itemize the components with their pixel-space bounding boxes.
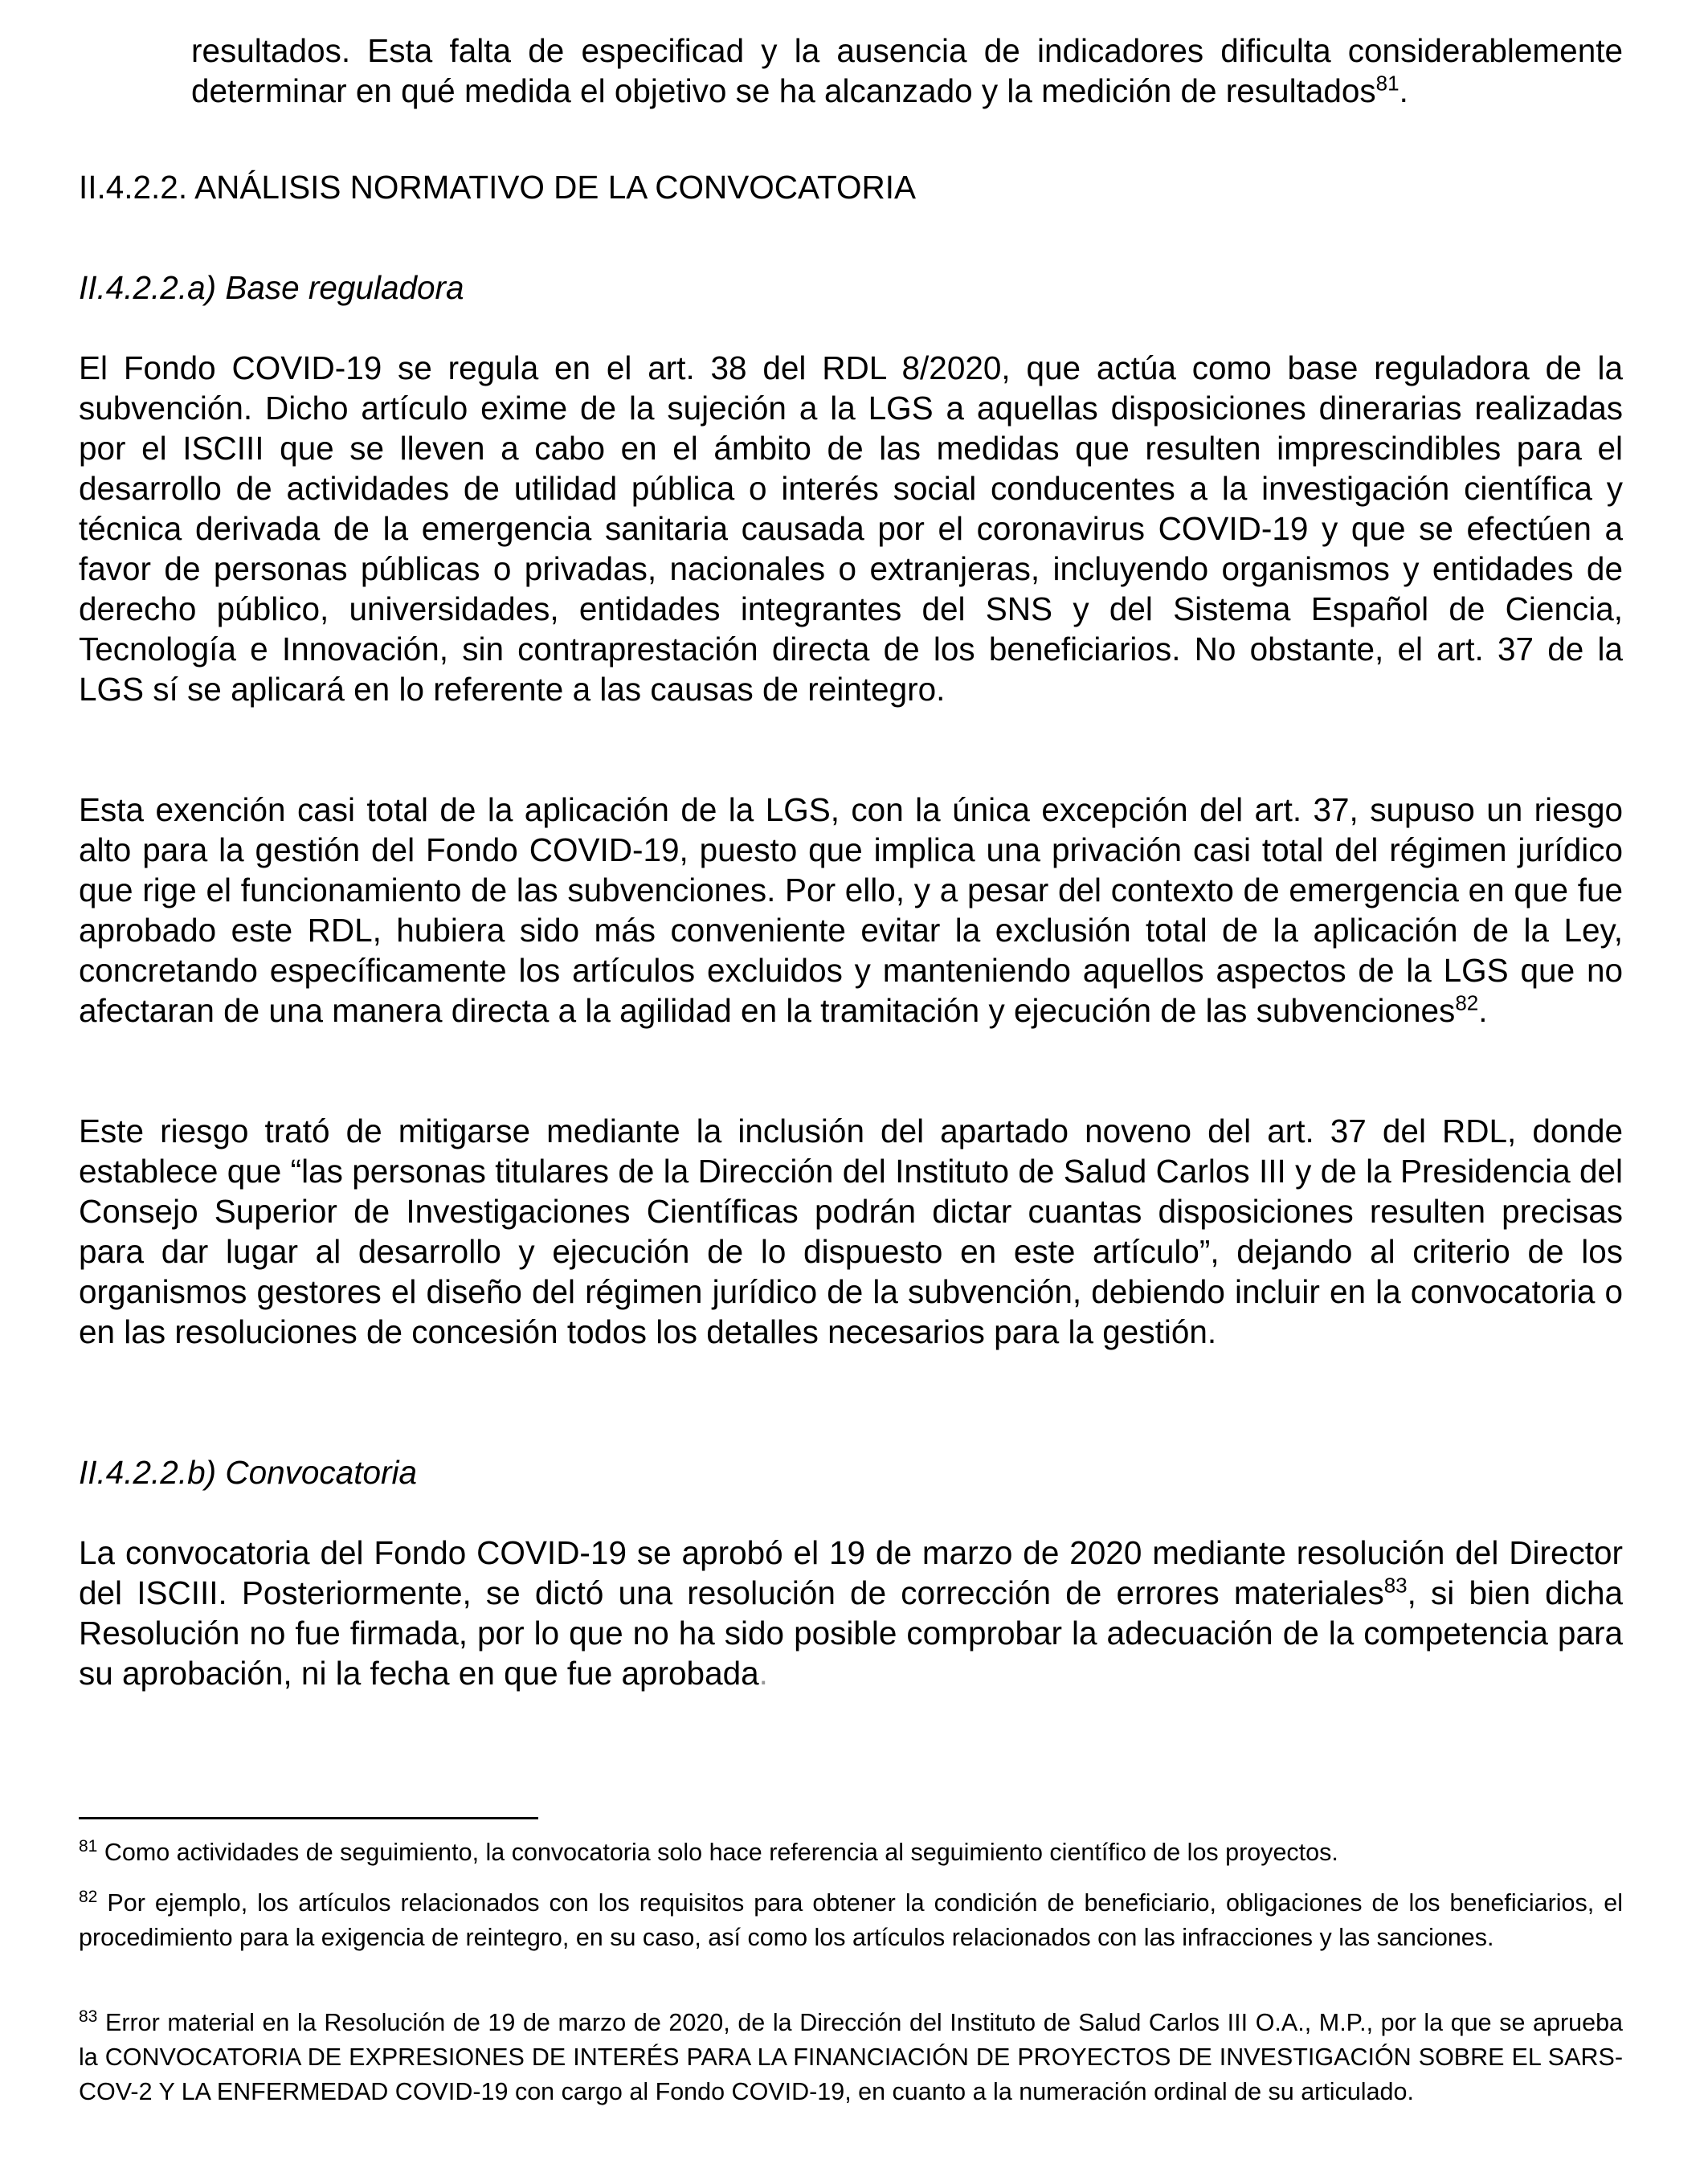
- footnote-ref-82[interactable]: 82: [1455, 990, 1479, 1015]
- footnote-81: [79, 1835, 1623, 1870]
- footnote-ref-83[interactable]: 83: [1383, 1573, 1408, 1598]
- footnote-number: 82: [79, 1887, 98, 1906]
- footnote-number: 81: [79, 1836, 98, 1856]
- footnote-text: Por ejemplo, los artículos relacionados con los requisitos para obtener la condición de beneficiario, obligaciones de los beneficiarios, el procedimiento para la exigencia de reintegro, en su caso, así como los artículos relacionados con las infracciones y las sanciones.: [79, 1889, 1623, 1951]
- paragraph-convocatoria: [79, 1533, 1623, 1693]
- footnote-82: [79, 1886, 1623, 1955]
- intro-paragraph: [191, 31, 1623, 111]
- paragraph-base-reguladora-2: [79, 790, 1623, 1031]
- subsection-a-heading: II.4.2.2.a) Base reguladora: [79, 269, 464, 306]
- intro-paragraph-end: .: [1399, 72, 1408, 109]
- footnote-text: Como actividades de seguimiento, la convocatoria solo hace referencia al seguimiento científico de los proyectos.: [97, 1839, 1338, 1866]
- paragraph-text-before-ref: La convocatoria del Fondo COVID-19 se aprobó el 19 de marzo de 2020 mediante resolución del Director del ISCIII. Posteriormente, se dictó una resolución de corrección de errores materiales: [79, 1534, 1623, 1611]
- paragraph-base-reguladora-3: Este riesgo trató de mitigarse mediante la inclusión del apartado noveno del art. 37 del RDL, donde establece que “las personas titulares de la Dirección del Instituto de Salud Carlos III y de la Presidencia del Consejo Superior de Investigaciones Científicas podrán dictar cuantas disposiciones resulten precisas para dar lugar al desarrollo y ejecución de lo dispuesto en este artículo”, dejando al criterio de los organismos gestores el diseño del régimen jurídico de la subvención, debiendo incluir en la convocatoria o en las resoluciones de concesión todos los detalles necesarios para la gestión.: [79, 1113, 1623, 1350]
- intro-paragraph-text: resultados. Esta falta de especificad y la ausencia de indicadores dificulta considerablemente determinar en qué medida el objetivo se ha alcanzado y la medición de resultados: [191, 32, 1623, 109]
- footnote-text: Error material en la Resolución de 19 de marzo de 2020, de la Dirección del Instituto de Salud Carlos III O.A., M.P., por la que se aprueba la CONVOCATORIA DE EXPRESIONES DE INTERÉS PARA LA FINANCIACIÓN DE PROYECTOS DE INVESTIGACIÓN SOBRE EL SARS-COV-2 Y LA ENFERMEDAD COVID-19 con cargo al Fondo COVID-19, en cuanto a la numeración ordinal de su articulado.: [79, 2009, 1623, 2105]
- subsection-b-heading: II.4.2.2.b) Convocatoria: [79, 1454, 417, 1491]
- footnote-ref-81[interactable]: 81: [1375, 71, 1399, 96]
- section-heading: II.4.2.2. ANÁLISIS NORMATIVO DE LA CONVOCATORIA: [79, 169, 917, 206]
- paragraph-end: .: [758, 1655, 768, 1692]
- paragraph-text-after-ref: , si bien dicha Resolución no fue firmada, por lo que no ha sido posible comprobar la adecuación de la competencia para su aprobación, ni la fecha en que fue aprobada: [79, 1574, 1623, 1692]
- footnote-number: 83: [79, 2007, 98, 2026]
- paragraph-end: .: [1478, 992, 1488, 1029]
- footnote-separator: [79, 1817, 538, 1819]
- footnote-83: [79, 2006, 1623, 2109]
- paragraph-text: Esta exención casi total de la aplicación de la LGS, con la única excepción del art. 37, supuso un riesgo alto para la gestión del Fondo COVID-19, puesto que implica una privación casi total del régimen jurídico que rige el funcionamiento de las subvenciones. Por ello, y a pesar del contexto de emergencia en que fue aprobado este RDL, hubiera sido más conveniente evitar la exclusión total de la aplicación de la Ley, concretando específicamente los artículos excluidos y manteniendo aquellos aspectos de la LGS que no afectaran de una manera directa a la agilidad en la tramitación y ejecución de las subvenciones: [79, 791, 1623, 1029]
- paragraph-base-reguladora-1: El Fondo COVID-19 se regula en el art. 38 del RDL 8/2020, que actúa como base reguladora de la subvención. Dicho artículo exime de la sujeción a la LGS a aquellas disposiciones dinerarias realizadas por el ISCIII que se lleven a cabo en el ámbito de las medidas que resulten imprescindibles para el desarrollo de actividades de utilidad pública o interés social conducentes a la investigación científica y técnica derivada de la emergencia sanitaria causada por el coronavirus COVID-19 y que se efectúen a favor de personas públicas o privadas, nacionales o extranjeras, incluyendo organismos y entidades de derecho público, universidades, entidades integrantes del SNS y del Sistema Español de Ciencia, Tecnología e Innovación, sin contraprestación directa de los beneficiarios. No obstante, el art. 37 de la LGS sí se aplicará en lo referente a las causas de reintegro.: [79, 349, 1623, 708]
